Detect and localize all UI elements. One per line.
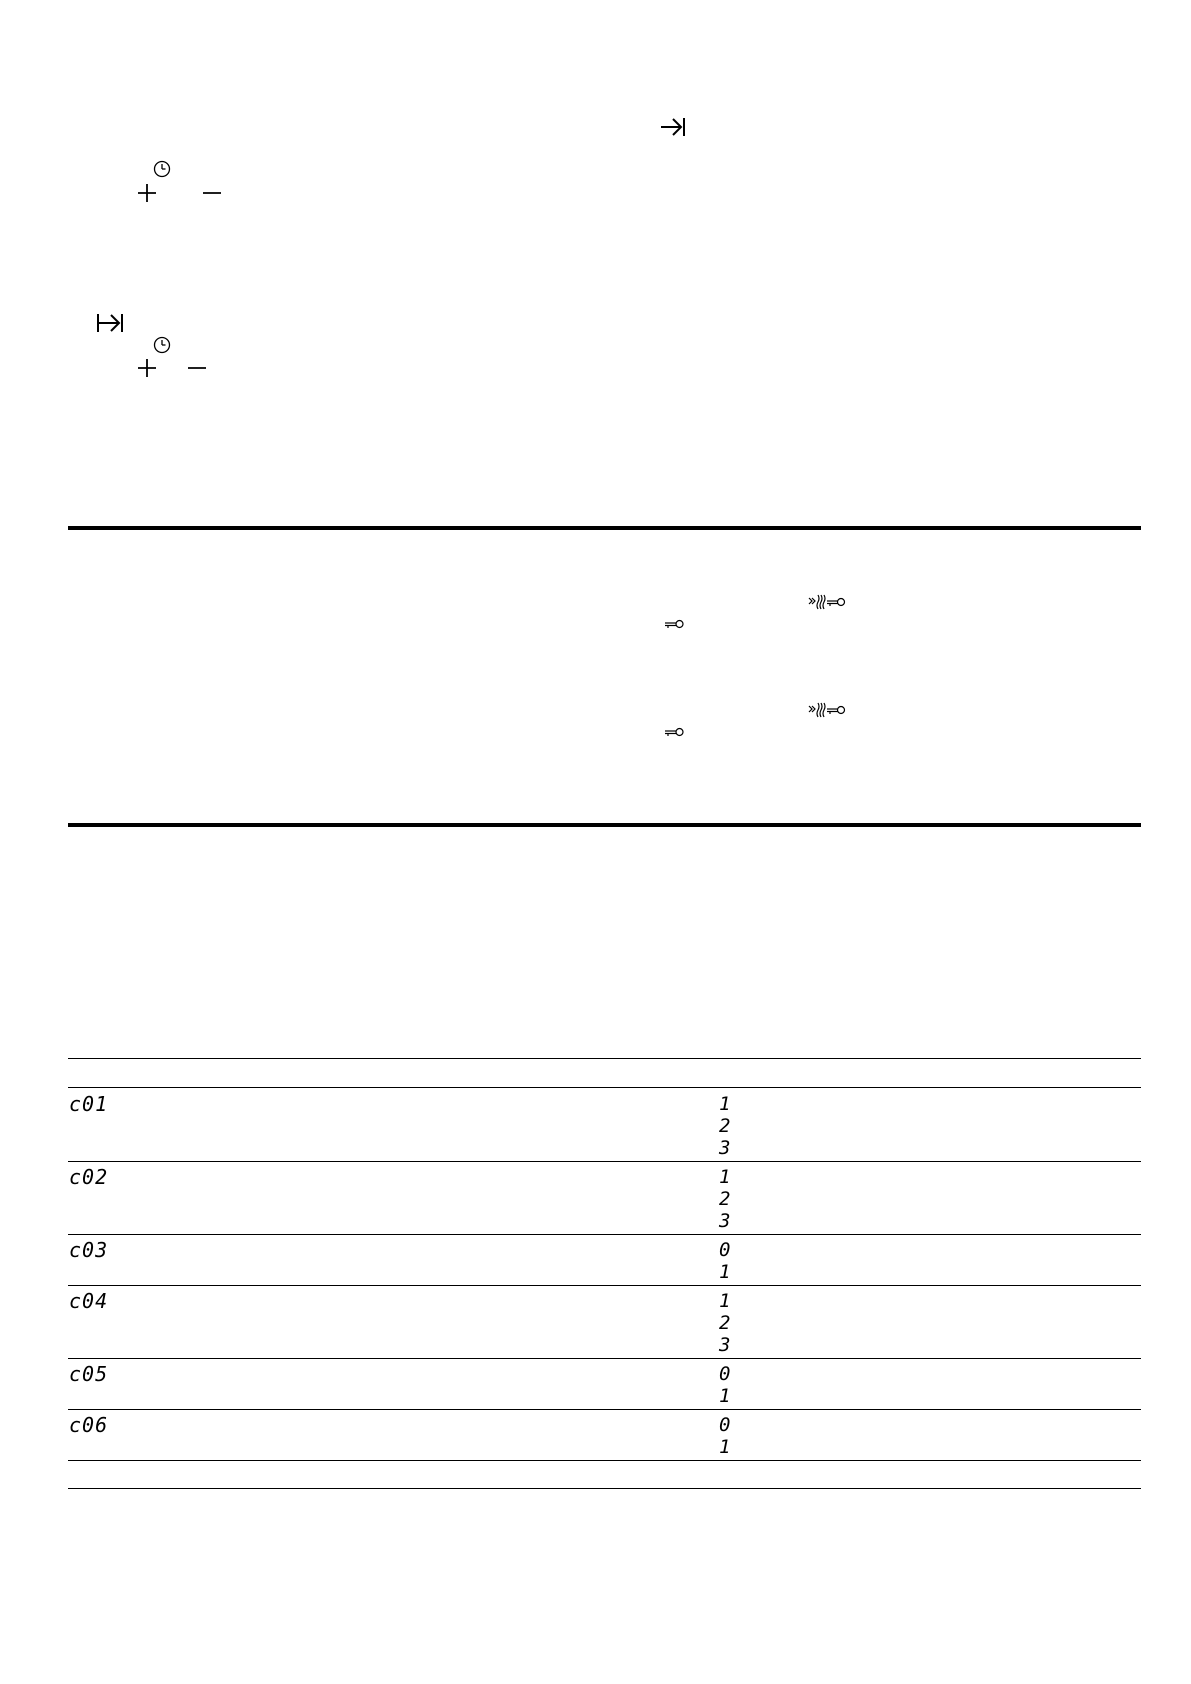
row-divider [68,1460,1141,1461]
setting-code: c03 [69,1238,109,1262]
setting-option: 3 [719,1210,731,1232]
setting-option: 0 [719,1239,731,1261]
setting-option: 0 [719,1414,731,1436]
row-divider [68,1285,1141,1286]
setting-option: 1 [719,1385,731,1407]
row-divider [68,1358,1141,1359]
row-divider [68,1161,1141,1162]
table-top-border [68,1058,1141,1059]
row-divider [68,1409,1141,1410]
row-divider [68,1234,1141,1235]
table-bottom-border [68,1488,1141,1489]
setting-option: 3 [719,1137,731,1159]
setting-code: c01 [69,1092,109,1116]
setting-option: 1 [719,1290,731,1312]
setting-code: c06 [69,1413,109,1437]
setting-option: 1 [719,1261,731,1283]
setting-option: 2 [719,1312,731,1334]
setting-option: 1 [719,1093,731,1115]
setting-option: 3 [719,1334,731,1356]
table-header-border [68,1087,1141,1088]
setting-option: 1 [719,1436,731,1458]
setting-option: 2 [719,1188,731,1210]
setting-code: c05 [69,1362,109,1386]
setting-option: 0 [719,1363,731,1385]
setting-option: 2 [719,1115,731,1137]
setting-option: 1 [719,1166,731,1188]
setting-code: c04 [69,1289,109,1313]
setting-code: c02 [69,1165,109,1189]
